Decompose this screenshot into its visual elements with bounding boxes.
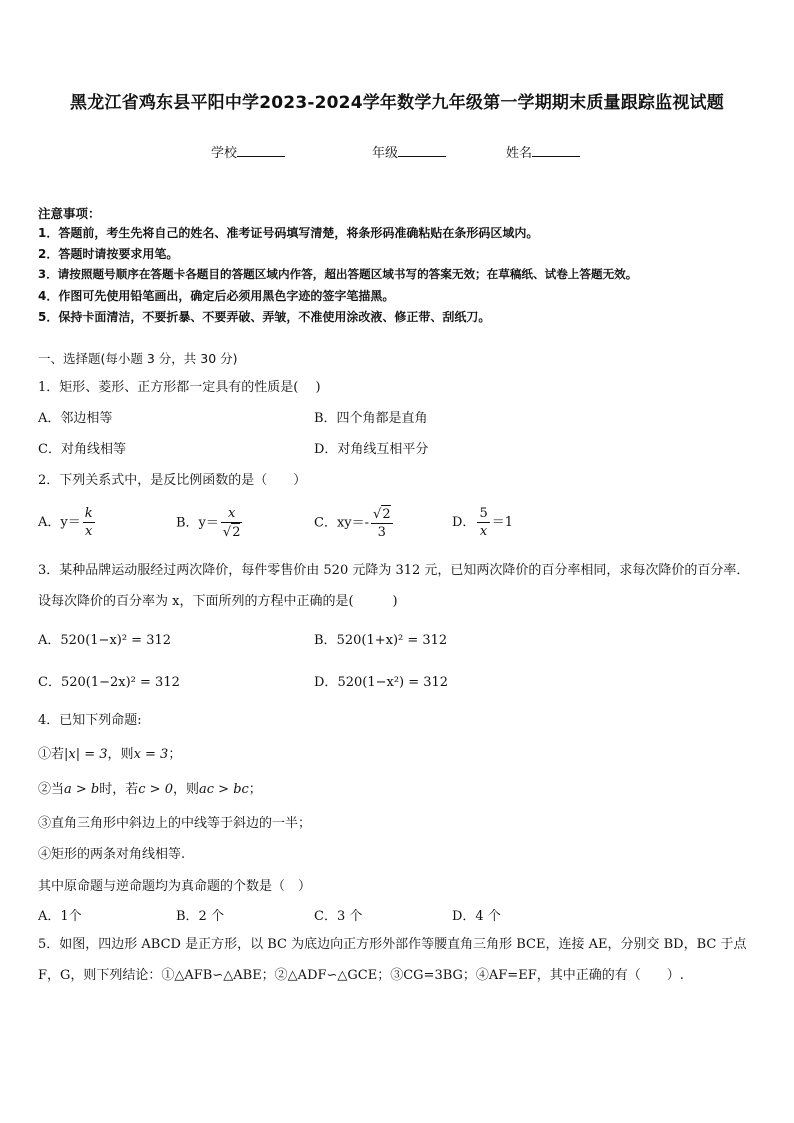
q4-option-d[interactable]: D．4 个 <box>452 909 501 924</box>
fraction <box>83 505 95 540</box>
denominator: 3 <box>377 525 386 540</box>
q2-a-label: A．y＝ <box>38 515 81 530</box>
q4-option-b[interactable]: B．2 个 <box>176 909 224 924</box>
p2-b: a > b <box>64 782 100 797</box>
q3-option-d[interactable] <box>314 671 448 690</box>
p2-d: c > 0 <box>138 782 173 797</box>
numerator: 5 <box>479 506 488 521</box>
q3-c-expr: 520(1−2x)² = 312 <box>60 675 180 690</box>
q1-option-a[interactable]: A．邻边相等 <box>38 411 113 426</box>
q3-b-label: B． <box>314 633 337 648</box>
section-heading: 一、选择题(每小题 3 分，共 30 分) <box>38 351 238 366</box>
grade-field <box>372 142 446 161</box>
fraction <box>221 505 243 541</box>
numerator: k <box>84 506 93 521</box>
q3-stem: 3．某种品牌运动服经过两次降价，每件零售价由 520 元降为 312 元，已知两次降价的百分率相同，求每次降价的百分率．设每次降价的百分率为 x，下面所列的方程中正确的是( ) <box>38 563 750 609</box>
q3-a-expr: 520(1−x)² = 312 <box>60 633 172 648</box>
q1-option-c[interactable]: C．对角线相等 <box>38 442 126 457</box>
q3-d-expr: 520(1−x²) = 312 <box>337 675 449 690</box>
q2-option-c[interactable] <box>314 505 395 541</box>
q4-stem: 4．已知下列命题: <box>38 713 142 728</box>
q4-proposition-4: ④矩形的两条对角线相等. <box>38 847 186 862</box>
exam-title: 黑龙江省鸡东县平阳中学2023-2024学年数学九年级第一学期期末质量跟踪监视试题 <box>70 93 724 113</box>
note-item: 2．答题时请按要求用笔。 <box>38 247 179 261</box>
q4-proposition-2 <box>38 778 262 797</box>
school-field <box>211 142 285 161</box>
q2-b-label: B．y＝ <box>176 515 219 531</box>
p1-a: ①若 <box>38 747 65 762</box>
q2-option-b[interactable] <box>176 505 244 541</box>
numerator: x <box>221 505 243 523</box>
q4-option-a[interactable]: A．1个 <box>38 909 82 924</box>
q2-option-a[interactable] <box>38 505 97 540</box>
denominator: x <box>85 524 93 539</box>
q4-option-c[interactable]: C．3 个 <box>314 909 363 924</box>
q1-stem: 1．矩形、菱形、正方形都一定具有的性质是( ) <box>38 380 321 395</box>
q3-option-c[interactable] <box>38 671 180 690</box>
q4-proposition-3: ③直角三角形中斜边上的中线等于斜边的一半； <box>38 816 312 831</box>
note-item: 4．作图可先使用铅笔画出，确定后必须用黑色字迹的签字笔描黑。 <box>38 289 395 303</box>
q3-b-expr: 520(1+x)² = 312 <box>336 633 448 648</box>
q3-a-label: A． <box>38 633 61 648</box>
note-item: 5．保持卡面清洁，不要折暴、不要弄破、弄皱，不准使用涂改液、修正带、刮纸刀。 <box>38 310 491 324</box>
q3-c-label: C． <box>38 675 61 690</box>
p1-d: x = 3 <box>133 747 169 762</box>
p2-e: ，则 <box>172 782 199 797</box>
q4-proposition-1 <box>38 743 181 762</box>
q2-c-label: C．xy＝- <box>314 515 370 531</box>
name-label: 姓名 <box>506 146 533 161</box>
q3-d-label: D． <box>314 675 338 690</box>
p2-f: ac > bc <box>199 782 249 797</box>
name-blank[interactable] <box>532 144 580 157</box>
notes-heading: 注意事项： <box>38 206 101 221</box>
denominator: x <box>479 524 488 539</box>
p1-b: |x| = 3 <box>64 747 108 762</box>
fraction <box>371 505 393 541</box>
numerator: √2 <box>373 507 391 522</box>
p2-a: ②当 <box>38 782 65 797</box>
q3-option-b[interactable] <box>314 629 447 648</box>
q2-stem: 2．下列关系式中，是反比例函数的是（ ） <box>38 473 307 488</box>
grade-blank[interactable] <box>398 144 446 157</box>
fraction <box>477 505 489 540</box>
note-item: 3．请按照题号顺序在答题卡各题目的答题区域内作答，超出答题区域书写的答案无效；在草稿纸、试卷上答题无效。 <box>38 267 638 281</box>
name-field <box>506 142 580 161</box>
radicand: 2 <box>382 507 391 522</box>
denominator: √2 <box>222 525 241 540</box>
grade-label: 年级 <box>372 146 399 161</box>
q2-d-label: D． <box>452 515 476 530</box>
q2-option-d[interactable] <box>452 505 513 540</box>
p2-g: ； <box>248 782 262 797</box>
q3-option-a[interactable] <box>38 629 171 648</box>
q1-option-d[interactable]: D．对角线互相平分 <box>314 442 429 457</box>
q5-stem: 5．如图，四边形 ABCD 是正方形，以 BC 为底边向正方形外部作等腰直角三角形 BCE，连接 AE，分别交 BD，BC 于点 F，G，则下列结论：①△AFB∽△ABE；②△ADF∽△GCE；③CG=3BG；④AF=EF，其中正确的有（ ）. <box>38 937 747 983</box>
p1-e: ； <box>168 747 182 762</box>
q4-question: 其中原命题与逆命题均为真命题的个数是（ ） <box>38 879 312 894</box>
radicand: 2 <box>232 525 241 540</box>
school-label: 学校 <box>211 146 238 161</box>
p1-c: ，则 <box>107 747 134 762</box>
school-blank[interactable] <box>237 144 285 157</box>
p2-c: 时，若 <box>99 782 139 797</box>
q1-option-b[interactable]: B．四个角都是直角 <box>314 411 428 426</box>
q2-d-tail: ＝1 <box>491 515 513 530</box>
note-item: 1．答题前，考生先将自己的姓名、准考证号码填写清楚，将条形码准确粘贴在条形码区域内。 <box>38 226 539 240</box>
